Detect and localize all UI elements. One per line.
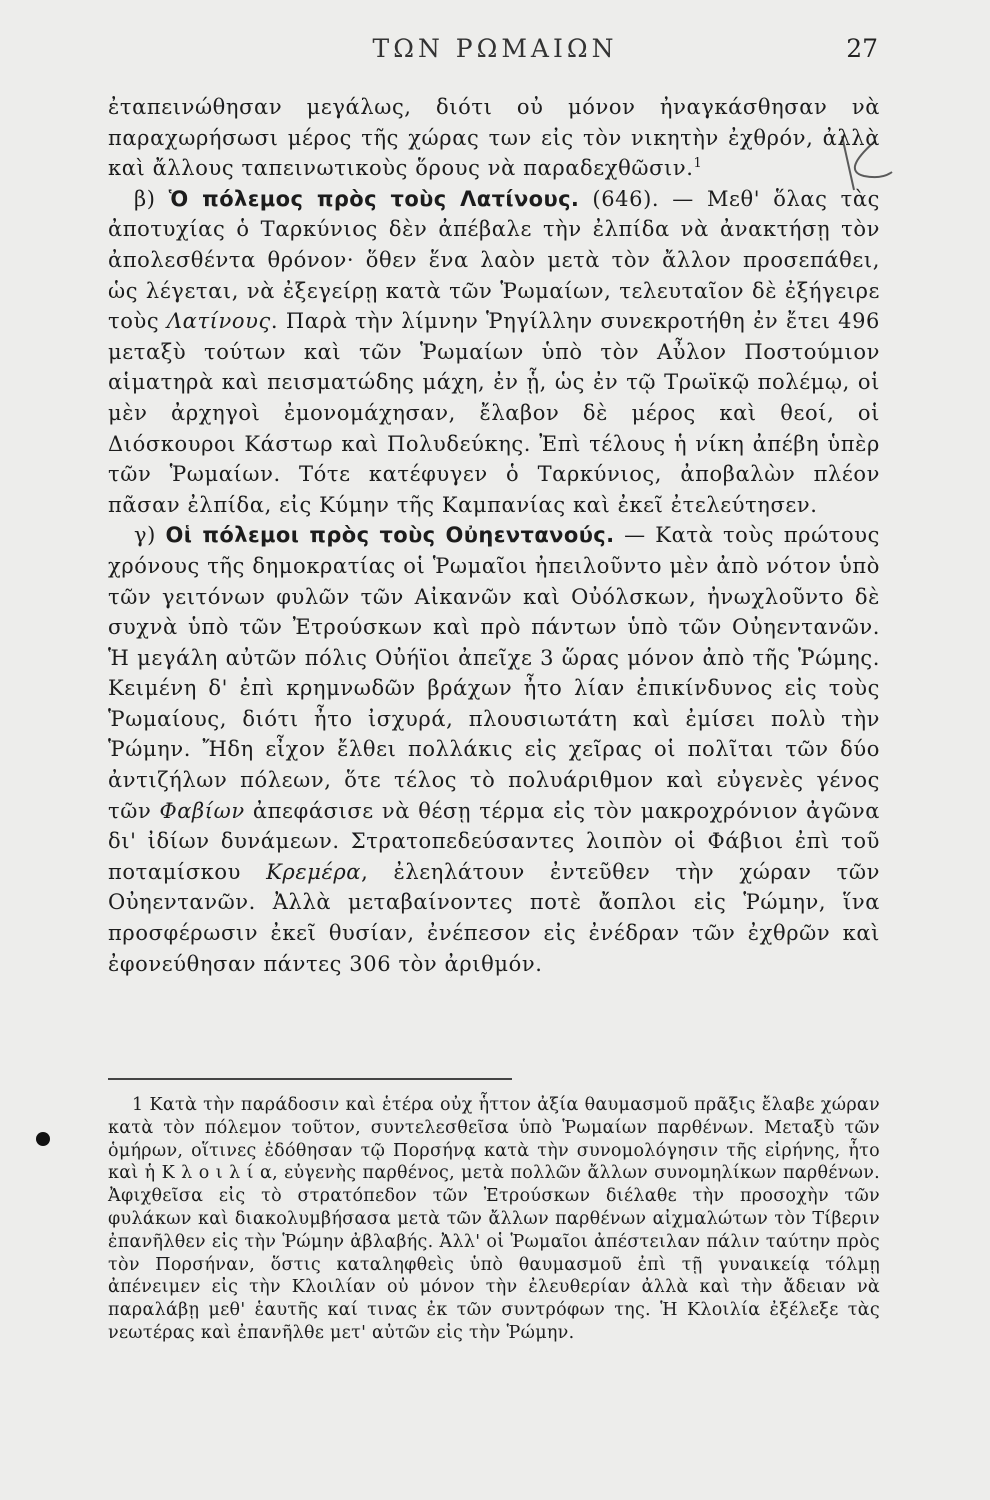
section-veientine-wars bbox=[108, 520, 880, 979]
section-text: (646). — Μεθ' ὅλας τὰς ἀποτυχίας ὁ Ταρκύνιος δὲν ἀπέβαλε τὴν ἐλπίδα νὰ ἀνακτήσῃ τὸν ἀπολεσθέντα θρόνον· ὅθεν ἕνα λαὸν μετὰ τὸν ἄλλον προσεπάθει, ὡς λέγεται, νὰ ἐξεγείρῃ κατὰ τῶν Ῥωμαίων, τελευταῖον δὲ ἐξήγειρε τοὺς bbox=[108, 186, 880, 334]
section-label: γ) bbox=[134, 523, 156, 548]
section-text: , ἐλεηλάτουν ἐντεῦθεν τὴν χώραν τῶν Οὐηεντανῶν. Ἀλλὰ μεταβαίνοντες ποτὲ ἄοπλοι εἰς Ῥώμην, ἵνα προσφέρωσιν ἐκεῖ θυσίαν, ἐνέπεσον εἰς ἐνέδραν τῶν ἐχθρῶν καὶ ἐφονεύθησαν πάντες 306 τὸν ἀριθμόν. bbox=[108, 859, 880, 976]
emphasized-term: Κρεμέρα bbox=[266, 859, 362, 884]
running-title: ΤΩΝ ΡΩΜΑΙΩΝ bbox=[372, 34, 618, 63]
section-latin-war bbox=[108, 184, 880, 521]
footnote-part: , εὐγενὴς παρθένος, μετὰ πολλῶν ἄλλων συνομηλίκων παρθένων. Ἀφιχθεῖσα εἰς τὸ στρατόπεδον τῶν Ἐτρούσκων διέλαθε τὴν προσοχὴν τῶν φυλάκων καὶ διακολυμβήσασα μετὰ τῶν ἄλλων παρθένων αἰχμαλώτων τὸν Τίβεριν ἐπανῆλθεν εἰς τὴν Ῥώμην ἀβλαβής. Ἀλλ' οἱ Ῥωμαῖοι ἀπέστειλαν πάλιν ταύτην πρὸς τὸν Πορσήναν, ὅστις καταληφθεὶς ὑπὸ θαυμασμοῦ ἐπὶ τῇ γυναικείᾳ τόλμῃ ἀπένειμεν εἰς τὴν Κλοιλίαν οὐ μόνον τὴν ἐλευθερίαν ἀλλὰ καὶ τὴν ἄδειαν νὰ παραλάβῃ μεθ' ἑαυτῆς καί τινας ἐκ τῶν συντρόφων της. Ἡ Κλοιλία ἐξέλεξε τὰς νεωτέρας καὶ ἐπανῆλθε μετ' αὐτῶν εἰς τὴν Ῥώμην. bbox=[108, 1163, 881, 1343]
page-number: 27 bbox=[846, 34, 878, 63]
footnote-rule bbox=[108, 1078, 512, 1080]
margin-dot-icon bbox=[36, 1132, 50, 1146]
emphasized-term: Φαβίων bbox=[159, 798, 245, 823]
emphasized-term: Λατίνους bbox=[166, 309, 271, 334]
section-heading: Οἱ πόλεμοι πρὸς τοὺς Οὐηεντανούς. bbox=[165, 523, 615, 548]
footnote-text bbox=[108, 1094, 880, 1345]
main-text bbox=[108, 92, 880, 979]
footnote-marker: 1 bbox=[693, 156, 703, 172]
section-text: . Παρὰ τὴν λίμνην Ῥηγίλλην συνεκροτήθη ἐν ἔτει 496 μεταξὺ τούτων καὶ τῶν Ῥωμαίων ὑπὸ τὸν Αὖλον Ποστούμιον αἱματηρὰ καὶ πεισματώδης μάχη, ἐν ᾗ, ὡς ἐν τῷ Τρωϊκῷ πολέμῳ, οἱ μὲν ἀρχηγοὶ ἐμονομάχησαν, ἔλαβον δὲ μέρος καὶ θεοί, οἱ Διόσκουροι Κάστωρ καὶ Πολυδεύκης. Ἐπὶ τέλους ἡ νίκη ἀπέβη ὑπὲρ τῶν Ῥωμαίων. Τότε κατέφυγεν ὁ Ταρκύνιος, ἀποβαλὼν πλέον πᾶσαν ἐλπίδα, εἰς Κύμην τῆς Καμπανίας καὶ ἐκεῖ ἐτελεύτησεν. bbox=[108, 309, 880, 517]
section-text: — Κατὰ τοὺς πρώτους χρόνους τῆς δημοκρατίας οἱ Ῥωμαῖοι ἠπειλοῦντο μὲν ἀπὸ νότον ὑπὸ τῶν γειτόνων φυλῶν τῶν Αἰκανῶν καὶ Οὐόλσκων, ἠνωχλοῦντο δὲ συχνὰ ὑπὸ τῶν Ἐτρούσκων καὶ πρὸ πάντων ὑπὸ τῶν Οὐηεντανῶν. Ἡ μεγάλη αὐτῶν πόλις Οὐήϊοι ἀπεῖχε 3 ὥρας μόνον ἀπὸ τῆς Ῥώμης. Κειμένη δ' ἐπὶ κρημνωδῶν βράχων ἦτο λίαν ἐπικίνδυνος εἰς τοὺς Ῥωμαίους, διότι ἦτο ἰσχυρά, πλουσιωτάτη καὶ ἐμίσει πολὺ τὴν Ῥώμην. Ἤδη εἶχον ἔλθει πολλάκις εἰς χεῖρας οἱ πολῖται τῶν δύο ἀντιζήλων πόλεων, ὅτε τέλος τὸ πολυάριθμον καὶ εὐγενὲς γένος τῶν bbox=[108, 523, 880, 823]
section-heading: Ὁ πόλεμος πρὸς τοὺς Λατίνους. bbox=[168, 186, 580, 211]
section-text: ἀπεφάσισε νὰ θέσῃ τέρμα εἰς τὸν μακροχρόνιον ἀγῶνα δι' ἰδίων δυνάμεων. Στρατοπεδεύσαντες λοιπὸν οἱ Φάβιοι ἐπὶ τοῦ ποταμίσκου bbox=[108, 798, 880, 884]
paragraph-1-text: ἐταπεινώθησαν μεγάλως, διότι οὐ μόνον ἠναγκάσθησαν νὰ παραχωρήσωσι μέρος τῆς χώρας των εἰς τὸν νικητὴν ἐχθρόν, ἀλλὰ καὶ ἄλλους ταπεινωτικοὺς ὅρους νὰ παραδεχθῶσιν. bbox=[108, 95, 880, 181]
spaced-name: Κ λ ο ι λ ί α bbox=[161, 1163, 273, 1184]
footnote-part: 1 Κατὰ τὴν παράδοσιν καὶ ἑτέρα οὐχ ἧττον ἀξία θαυμασμοῦ πρᾶξις ἔλαβε χώραν κατὰ τὸν πόλεμον τοῦτον, συντελεσθεῖσα ὑπὸ Ῥωμαίων παρθένων. Μεταξὺ τῶν ὁμήρων, οἵτινες ἐδόθησαν τῷ Πορσήνᾳ κατὰ τὴν συνομολόγησιν τῆς εἰρήνης, ἦτο καὶ ἡ bbox=[108, 1095, 880, 1184]
section-label: β) bbox=[134, 186, 156, 211]
running-head bbox=[0, 34, 990, 68]
footnote bbox=[108, 1094, 880, 1345]
paragraph-continuation bbox=[108, 92, 880, 184]
